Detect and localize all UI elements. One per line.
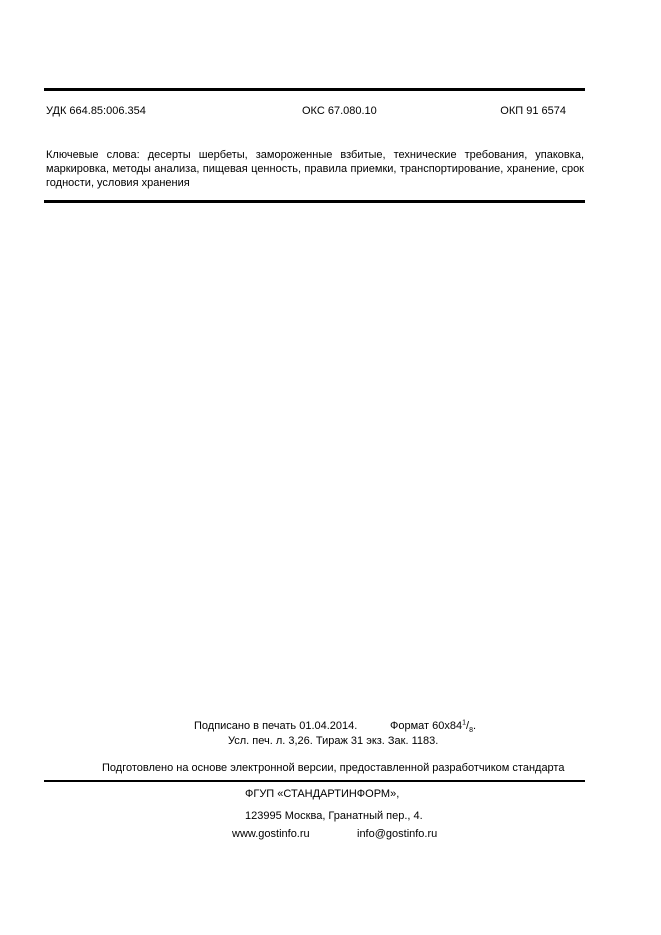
oks-code: ОКС 67.080.10 (302, 105, 377, 117)
udk-code: УДК 664.85:006.354 (46, 105, 146, 117)
keywords-bottom-rule (44, 200, 585, 203)
print-info: Усл. печ. л. 3,26. Тираж 31 экз. Зак. 1183. (228, 735, 439, 747)
publisher-name: ФГУП «СТАНДАРТИНФОРМ», (245, 788, 400, 800)
top-rule (44, 88, 585, 91)
paper-format-label: Формат 60х84 (390, 720, 463, 732)
email-link[interactable]: info@gostinfo.ru (357, 828, 438, 840)
paper-format-numerator: 1 (462, 719, 467, 727)
publisher-address: 123995 Москва, Гранатный пер., 4. (245, 810, 423, 822)
website-link[interactable]: www.gostinfo.ru (232, 828, 310, 840)
paper-format: Формат $60х84^1/_8$. (390, 719, 477, 735)
classification-codes (46, 104, 566, 118)
keywords-paragraph: Ключевые слова: десерты шербеты, замороженные взбитые, технические требования, упаковка, маркировка, методы анализа, пищевая ценность, правила приемки, транспортирование, хранение, срок годности, условия хранения (46, 149, 584, 189)
signed-date: Подписано в печать 01.04.2014. (194, 720, 358, 732)
publisher-rule (44, 780, 585, 782)
paper-format-denominator: 8 (469, 727, 473, 735)
prepared-note: Подготовлено на основе электронной версии, предоставленной разработчиком стандарта (102, 762, 565, 774)
okp-code: ОКП 91 6574 (500, 105, 566, 117)
paper-format-end: . (472, 720, 477, 732)
